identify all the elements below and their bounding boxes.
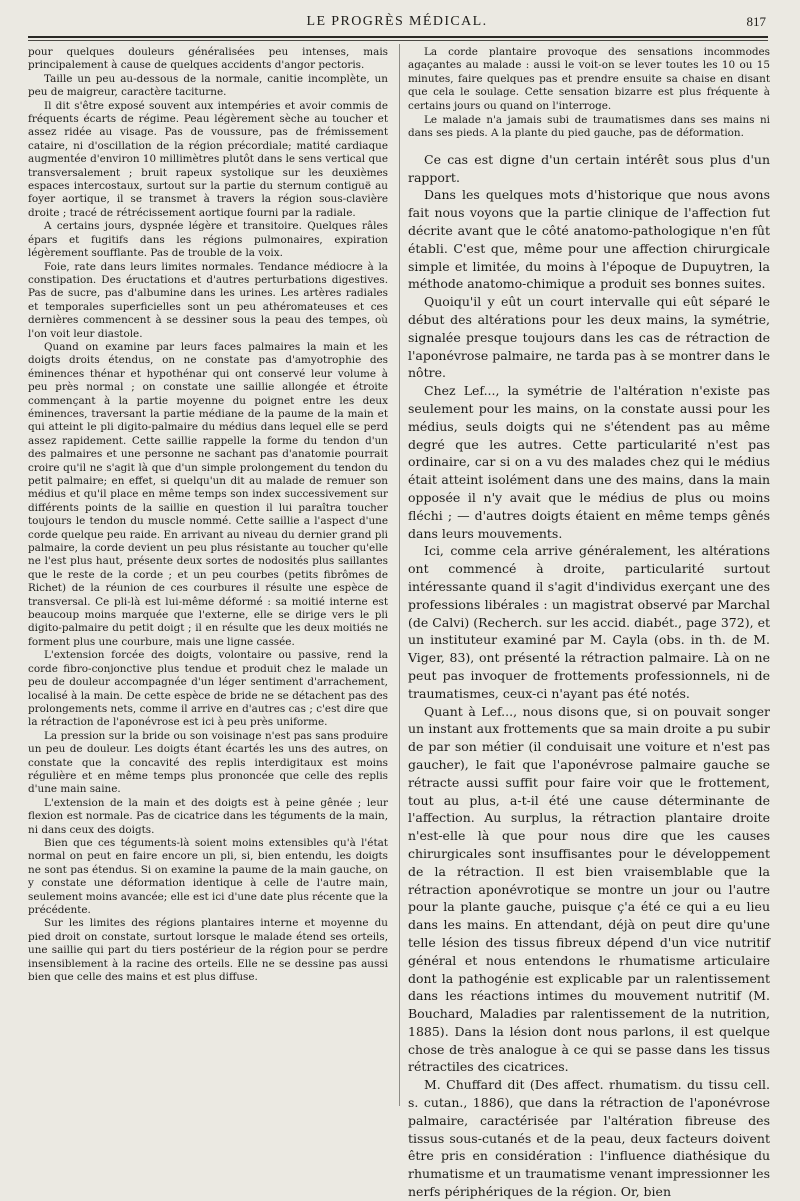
paragraph: Quoiqu'il y eût un court intervalle qui eût séparé le début des altérations pour les deux mains, la symétrie, signalée presque toujours dans les cas de rétraction de l'aponévrose palmaire, ne tarda pas à se montrer dans le nôtre. (408, 294, 770, 381)
page-number: 817 (746, 14, 766, 29)
running-header (28, 12, 766, 36)
paragraph: Ici, comme cela arrive généralement, les altérations ont commencé à droite, particularité surtout intéressante quand il s'agit d'individus exerçant une des professions libérales : un magistrat observé par Marchal (de Calvi) (Recherch. sur les accid. diabét., page 372), et un instituteur examiné par M. Cayla (obs. in th. de M. Viger, 83), ont présenté la rétraction palmaire. Là on ne peut pas invoquer de frottements professionnels, ni de traumatismes, ceux-ci n'ayant pas été notés. (408, 543, 770, 701)
paragraph: La corde plantaire provoque des sensations incommodes agaçantes au malade : aussi le voit-on se lever toutes les 10 ou 15 minutes, faire quelques pas et prendre ensuite sa chaise en disant que cela le soulage. Cette sensation bizarre est plus fréquente à certains jours ou quand on l'interroge. (408, 46, 770, 112)
paragraph: Bien que ces téguments-là soient moins extensibles qu'à l'état normal on peut en faire encore un pli, si, bien entendu, les doigts ne sont pas étendus. Si on examine la paume de la main gauche, on y constate une déformation identique à celle de l'autre main, seulement moins avancée; elle est ici d'une date plus récente que la précédente. (28, 836, 388, 916)
paragraph: Quant à Lef..., nous disons que, si on pouvait songer un instant aux frottements que sa main droite a pu subir de par son métier (il conduisait une voiture et n'est pas gaucher), le fait que l'aponévrose palmaire gauche se rétracte aussi suffit pour faire voir que le frottement, tout au plus, a-t-il été une cause déterminante de l'affection. Au surplus, la rétraction plantaire droite n'est-elle là que pour nous dire que les causes chirurgicales sont insuffisantes pour le développement de la rétraction. Il est bien vraisemblable que la rétraction aponévrotique se montre un jour ou l'autre pour la plante gauche, puisque ç'a été ce qui a eu lieu dans les mains. En attendant, déjà on peut dire qu'une telle lésion des tissus fibreux dépend d'un vice nutritif général et nous entendons le rhumatisme articulaire dont la pathogénie est explicable par un ralentissement dans les réactions intimes du mouvement nutritif (M. Bouchard, Maladies par ralentissement de la nutrition, 1885). Dans la lésion dont nous parlons, il est quelque chose de très analogue à ce qui se passe dans les tissus rétractiles des cicatrices. (408, 703, 770, 1075)
discussion-text (408, 151, 770, 1201)
paragraph: Le malade n'a jamais subi de traumatismes dans ses mains ni dans ses pieds. A la plante du pied gauche, pas de déformation. (408, 114, 770, 140)
paragraph: M. Chuffard dit (Des affect. rhumatism. du tissu cell. s. cutan., 1886), que dans la rétraction de l'aponévrose palmaire, caractérisée par l'altération fibreuse des tissus sous-cutanés et de la peau, deux facteurs doivent être pris en considération : l'influence diathésique du rhumatisme et un traumatisme venant impressionner les nerfs périphériques de la région. Or, bien (408, 1077, 770, 1200)
right-column (408, 46, 770, 1201)
paragraph: Foie, rate dans leurs limites normales. Tendance médiocre à la constipation. Des éructations et d'autres perturbations digestives. Pas de sucre, pas d'albumine dans les urines. Les artères radiales et temporales superficielles sont un peu athéromateuses et ces dernières commencent à se dessiner sous la peau des tempes, où l'on voit leur diastole. (28, 260, 388, 340)
paragraph: La pression sur la bride ou son voisinage n'est pas sans produire un peu de douleur. Les doigts étant écartés les uns des autres, on constate que la concavité des replis interdigitaux est moins régulière et en même temps plus prononcée que celle des replis d'une main saine. (28, 729, 388, 796)
paragraph: A certains jours, dyspnée légère et transitoire. Quelques râles épars et fugitifs dans les régions pulmonaires, expiration légèrement soufflante. Pas de trouble de la voix. (28, 220, 388, 260)
paragraph: Taille un peu au-dessous de la normale, canitie incomplète, un peu de maigreur, caractère taciturne. (28, 72, 388, 99)
paragraph: Sur les limites des régions plantaires interne et moyenne du pied droit on constate, surtout lorsque le malade étend ses orteils, une saillie qui part du tiers postérieur de la région pour se perdre insensiblement à la racine des orteils. Elle ne se dessine pas aussi bien que celle des mains et est plus diffuse. (28, 917, 388, 984)
paragraph: L'extension de la main et des doigts est à peine gênée ; leur flexion est normale. Pas de cicatrice dans les téguments de la main, ni dans ceux des doigts. (28, 796, 388, 836)
column-divider (399, 44, 400, 1106)
paragraph: Ce cas est digne d'un certain intérêt sous plus d'un rapport. (408, 151, 770, 185)
paragraph: Dans les quelques mots d'historique que nous avons fait nous voyons que la partie clinique de l'affection fut décrite avant que le côté anatomo-pathologique n'en fût établi. C'est que, même pour une affection chirurgicale simple et limitée, du moins à l'époque de Dupuytren, la méthode anatomo-chimique a produit ses bonnes suites. (408, 187, 770, 292)
header-rule-thin (28, 40, 768, 41)
observation-notes (408, 46, 770, 141)
paragraph: Il dit s'être exposé souvent aux intempéries et avoir commis de fréquents écarts de régime. Peau légèrement sèche au toucher et assez ridée au visage. Pas de voussure, pas de frémissement cataire, ni d'oscillation de la région précordiale; matité cardiaque augmentée d'environ 10 millimètres plutôt dans le sens vertical que transversalement ; bruit rapeux systolique sur les deuxièmes espaces intercostaux, surtout sur la partie du sternum contiguë au foyer aortique, il se transmet à travers la région sous-clavière droite ; tracé de rétrécissement aortique fourni par la radiale. (28, 99, 388, 219)
header-rule (28, 36, 768, 38)
paragraph: Chez Lef..., la symétrie de l'altération n'existe pas seulement pour les mains, on la constate aussi pour les médius, seuls doigts qui ne s'étendent pas au même degré que les autres. Cette particularité n'est pas ordinaire, car si on a vu des malades chez qui le médius était atteint isolément dans une des mains, dans la main opposée il n'y avait que le médius de plus ou moins fléchi ; — d'autres doigts étaient en même temps gênés dans leurs mouvements. (408, 383, 770, 541)
journal-title: LE PROGRÈS MÉDICAL. (306, 14, 488, 29)
paragraph: pour quelques douleurs généralisées peu intenses, mais principalement à cause de quelques accidents d'angor pectoris. (28, 46, 388, 72)
paragraph: Quand on examine par leurs faces palmaires la main et les doigts droits étendus, on ne constate pas d'amyotrophie des éminences thénar et hypothénar qui ont conservé leur volume à peu près normal ; on constate une saillie allongée et étroite commençant à la partie moyenne du poignet entre les deux éminences, traversant la partie médiane de la paume de la main et qui atteint le pli digito-palmaire du médius dans lequel elle se perd assez rapidement. Cette saillie rappelle la forme du tendon d'un des palmaires et une personne ne sachant pas d'anatomie pourrait croire qu'il ne s'agit là que d'un simple prolongement du tendon du petit palmaire; en effet, si quelqu'un dit au malade de remuer son médius et qu'il place en même temps son index successivement sur différents points de la saillie en question il lui paraîtra toucher toujours le tendon du muscle nommé. Cette saillie a l'aspect d'une corde quelque peu raide. En arrivant au niveau du dernier grand pli palmaire, la corde devient un peu plus résistante au toucher qu'elle ne l'est plus haut, présente deux sortes de nodosités plus saillantes que le reste de la corde ; et un peu courbes (petits fibrômes de Richet) de la réunion de ces courbures il résulte une espèce de transversal. Ce pli-là est lui-même déformé : sa moitié interne est beaucoup moins marquée que l'externe, elle se dirige vers le pli digito-palmaire du petit doigt ; il en résulte que les deux moitiés ne forment plus une courbure, mais une ligne cassée. (28, 340, 388, 648)
paragraph: L'extension forcée des doigts, volontaire ou passive, rend la corde fibro-conjonctive plus tendue et produit chez le malade un peu de douleur accompagnée d'un léger sentiment d'arrachement, localisé à la main. De cette espèce de bride ne se détachent pas des prolongements nets, comme il arrive en d'autres cas ; c'est dire que la rétraction de l'aponévrose est ici à peu près uniforme. (28, 649, 388, 729)
left-column (28, 46, 388, 984)
